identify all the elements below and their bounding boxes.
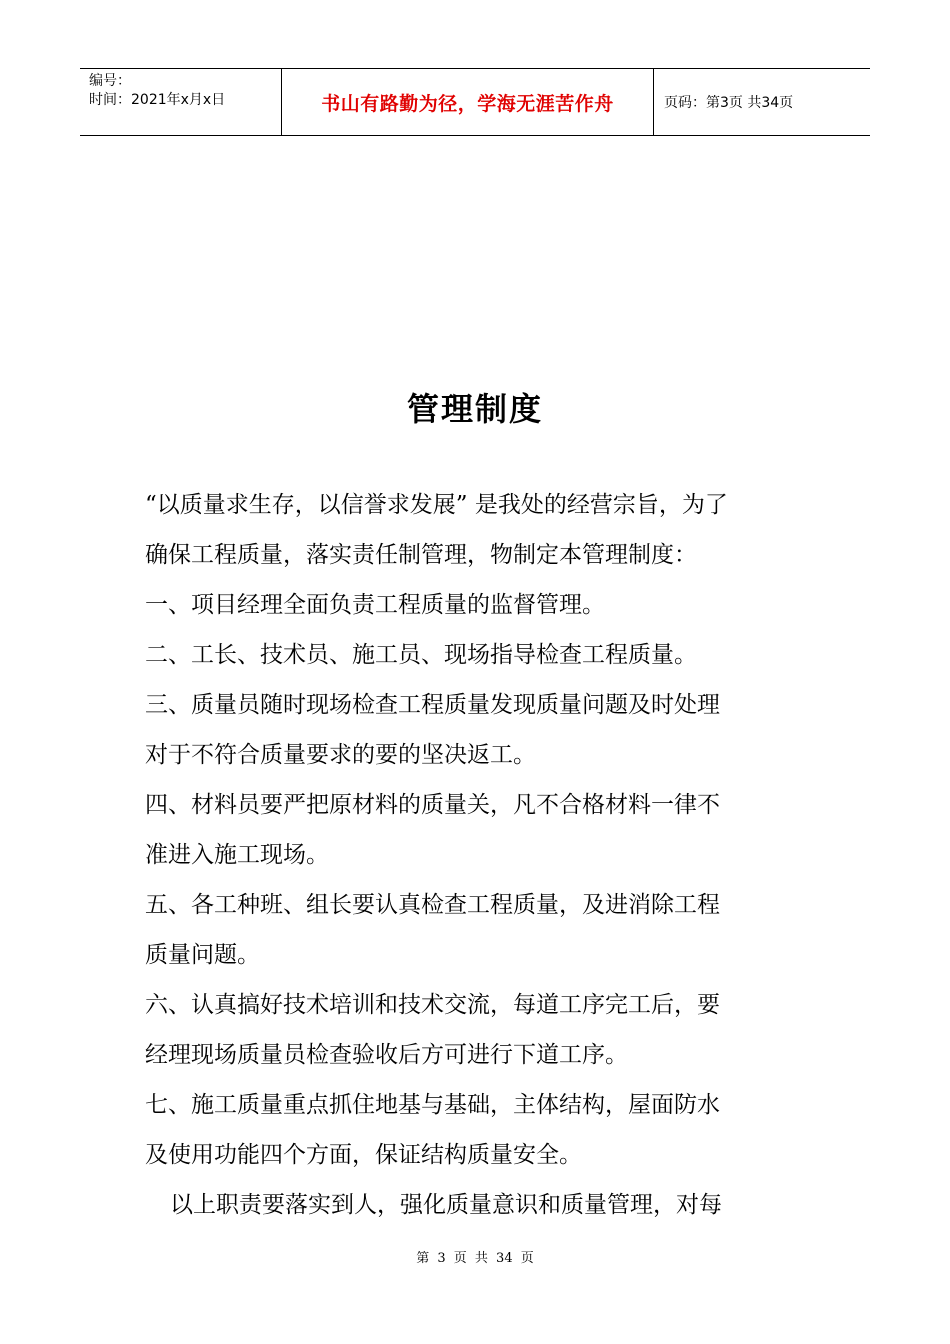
page-footer: 第 3 页 共 34 页 <box>416 1251 534 1266</box>
body-line: 六、认真搞好技术培训和技术交流，每道工序完工后，要 <box>145 992 720 1018</box>
body-line: 三、质量员随时现场检查工程质量发现质量问题及时处理 <box>145 692 720 718</box>
document-time-label: 时间：2021年x月x日 <box>89 92 226 108</box>
document-number-label: 编号： <box>89 73 131 89</box>
body-line: 对于不符合质量要求的要的坚决返工。 <box>145 742 536 768</box>
header-motto: 书山有路勤为径，学海无涯苦作舟 <box>321 92 614 115</box>
document-body <box>145 480 810 1230</box>
body-line: 七、施工质量重点抓住地基与基础，主体结构，屋面防水 <box>145 1092 720 1118</box>
body-line: 四、材料员要严把原材料的质量关，凡不合格材料一律不 <box>145 792 720 818</box>
body-line: 二、工长、技术员、施工员、现场指导检查工程质量。 <box>145 642 697 668</box>
header-page-cell <box>654 69 870 135</box>
body-line: 质量问题。 <box>145 942 260 968</box>
header-page-label: 页码：第3页 共34页 <box>664 95 794 111</box>
document-title: 管理制度 <box>406 390 543 428</box>
body-line: 确保工程质量，落实责任制管理，物制定本管理制度： <box>145 542 697 568</box>
header-motto-cell <box>281 69 654 135</box>
body-line: 以上职责要落实到人，强化质量意识和质量管理，对每 <box>170 1192 722 1218</box>
header-meta-cell <box>80 69 281 135</box>
document-header <box>80 68 870 136</box>
body-line: 一、项目经理全面负责工程质量的监督管理。 <box>145 592 605 618</box>
body-line: 准进入施工现场。 <box>145 842 329 868</box>
body-line: 经理现场质量员检查验收后方可进行下道工序。 <box>145 1042 628 1068</box>
body-line: 五、各工种班、组长要认真检查工程质量，及进消除工程 <box>145 892 720 918</box>
body-line: “以质量求生存，以信誉求发展” 是我处的经营宗旨，为了 <box>145 492 728 518</box>
body-line: 及使用功能四个方面，保证结构质量安全。 <box>145 1142 582 1168</box>
